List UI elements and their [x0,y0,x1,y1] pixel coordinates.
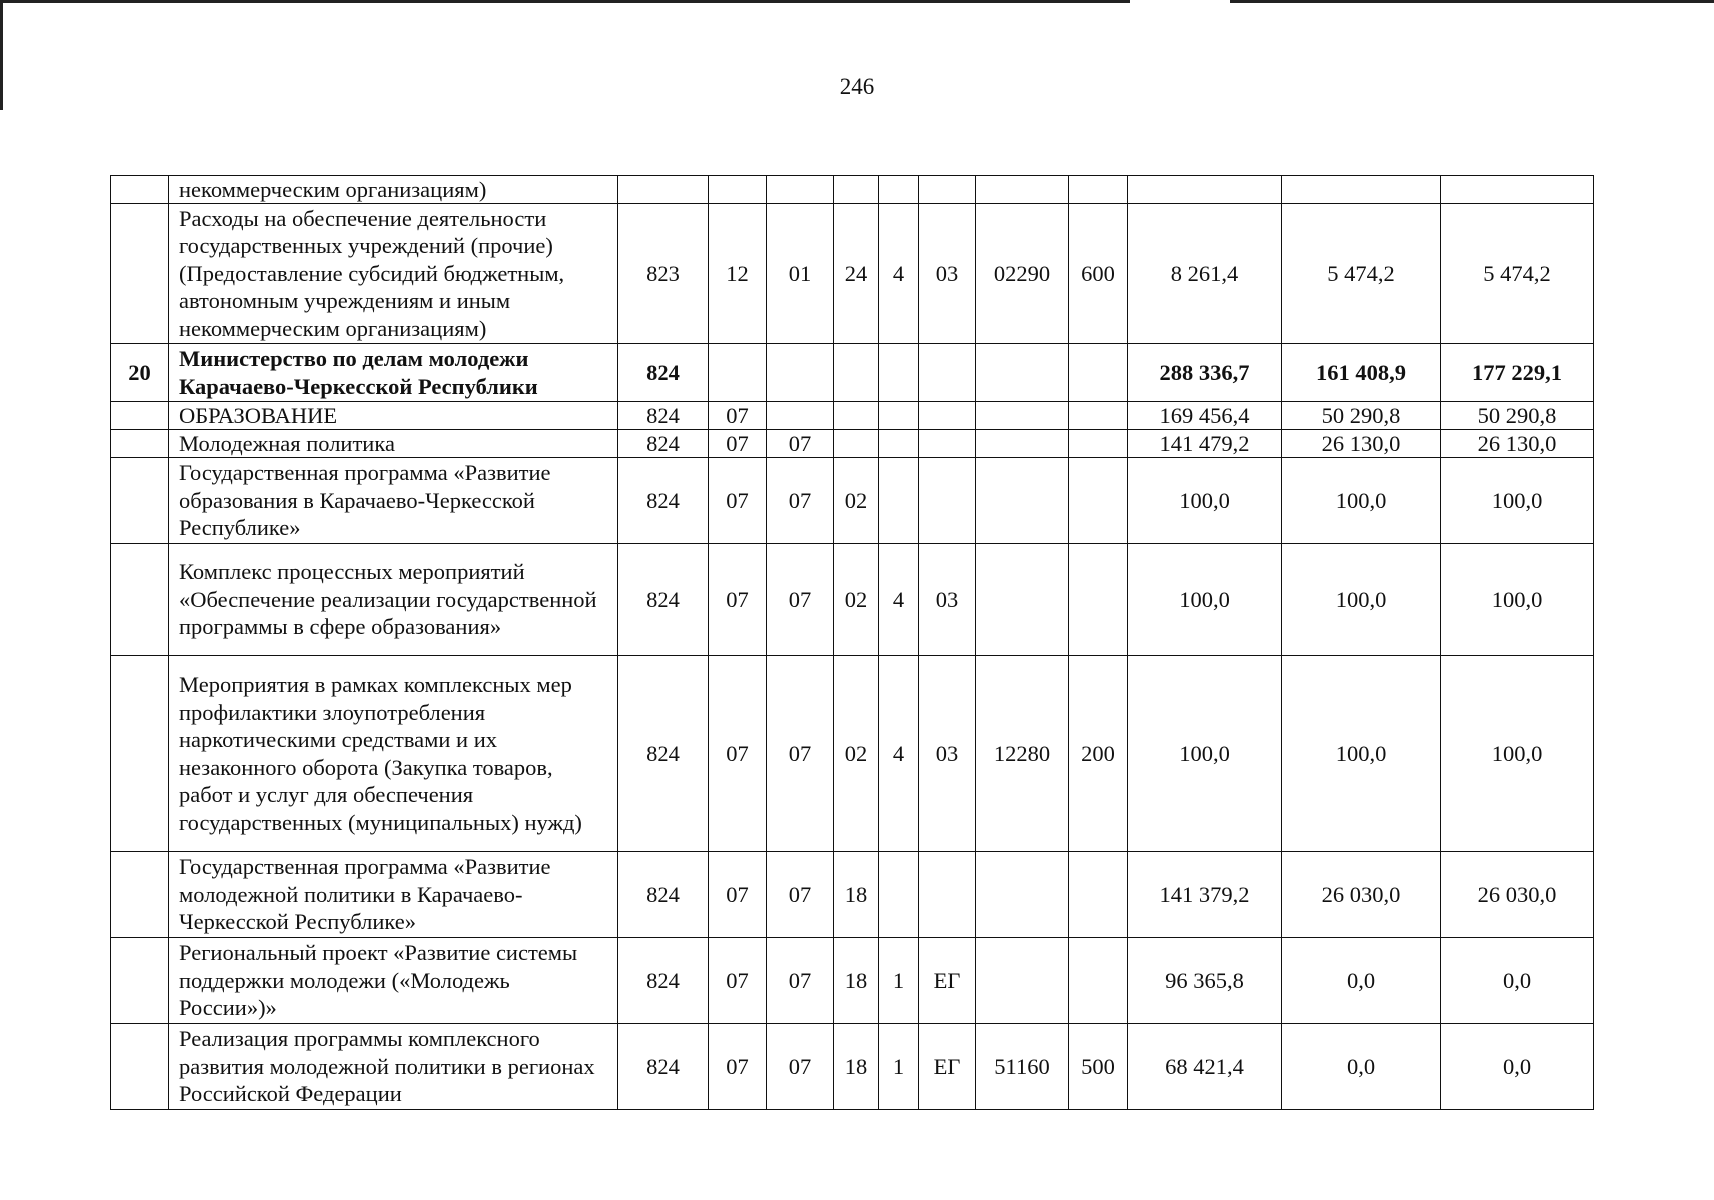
row-name: Молодежная политика [169,430,618,458]
code-program: 18 [834,852,879,938]
page-number: 246 [839,74,875,99]
code-program: 02 [834,656,879,852]
code-event: 03 [919,204,976,344]
code-program [834,430,879,458]
table-row [111,402,1594,430]
code-type: 4 [879,544,919,656]
code-subsection: 07 [767,430,834,458]
code-ministry: 824 [618,852,709,938]
amount-year-1: 8 261,4 [1128,204,1282,344]
code-section: 07 [709,458,767,544]
code-expense-type [1069,938,1128,1024]
code-direction [976,544,1069,656]
row-number [111,938,169,1024]
amount-year-2: 100,0 [1282,544,1441,656]
code-subsection: 07 [767,852,834,938]
amount-year-1: 141 379,2 [1128,852,1282,938]
code-program: 02 [834,458,879,544]
row-name: Мероприятия в рамках комплексных мер профилактики злоупотребления наркотическими средствами и их незаконного оборота (Закупка товаров, работ и услуг для обеспечения государственных (муниципальных) нужд) [169,656,618,852]
row-name: Министерство по делам молодежи Карачаево-Черкесской Республики [169,344,618,402]
table-row [111,344,1594,402]
code-expense-type [1069,176,1128,204]
row-name: ОБРАЗОВАНИЕ [169,402,618,430]
code-event: ЕГ [919,938,976,1024]
code-program: 24 [834,204,879,344]
code-ministry: 824 [618,938,709,1024]
code-subsection [767,176,834,204]
code-program [834,176,879,204]
row-number [111,430,169,458]
code-direction: 51160 [976,1024,1069,1110]
scan-edge-top-right [1230,0,1714,3]
code-direction [976,938,1069,1024]
code-ministry: 824 [618,458,709,544]
amount-year-3: 100,0 [1441,544,1594,656]
amount-year-2: 161 408,9 [1282,344,1441,402]
amount-year-2 [1282,176,1441,204]
table-row [111,204,1594,344]
amount-year-1: 100,0 [1128,656,1282,852]
amount-year-3: 50 290,8 [1441,402,1594,430]
amount-year-2: 0,0 [1282,938,1441,1024]
row-number: 20 [111,344,169,402]
row-number [111,656,169,852]
row-number [111,852,169,938]
row-name: Государственная программа «Развитие молодежной политики в Карачаево-Черкесской Республике» [169,852,618,938]
row-name: Расходы на обеспечение деятельности государственных учреждений (прочие) (Предоставление субсидий бюджетным, автономным учреждениям и иным некоммерческим организациям) [169,204,618,344]
row-number [111,458,169,544]
code-ministry: 824 [618,344,709,402]
code-direction [976,344,1069,402]
code-direction: 12280 [976,656,1069,852]
code-program [834,344,879,402]
code-type [879,458,919,544]
budget-table [110,175,1594,1110]
code-event: ЕГ [919,1024,976,1110]
code-event [919,458,976,544]
amount-year-1: 288 336,7 [1128,344,1282,402]
code-section: 07 [709,656,767,852]
table-row [111,176,1594,204]
scan-edge-top [0,0,1130,3]
code-expense-type: 500 [1069,1024,1128,1110]
amount-year-3: 0,0 [1441,1024,1594,1110]
code-ministry: 823 [618,204,709,344]
table-row [111,458,1594,544]
row-name: Государственная программа «Развитие образования в Карачаево-Черкесской Республике» [169,458,618,544]
code-section: 07 [709,402,767,430]
amount-year-3 [1441,176,1594,204]
row-name: Реализация программы комплексного развития молодежной политики в регионах Российской Федерации [169,1024,618,1110]
code-subsection: 07 [767,656,834,852]
code-event [919,430,976,458]
amount-year-3: 177 229,1 [1441,344,1594,402]
amount-year-3: 100,0 [1441,656,1594,852]
amount-year-1: 100,0 [1128,458,1282,544]
table-row [111,938,1594,1024]
code-direction [976,458,1069,544]
code-program: 02 [834,544,879,656]
amount-year-2: 100,0 [1282,458,1441,544]
table-row [111,1024,1594,1110]
amount-year-2: 26 030,0 [1282,852,1441,938]
amount-year-1: 141 479,2 [1128,430,1282,458]
amount-year-1: 68 421,4 [1128,1024,1282,1110]
table-row [111,430,1594,458]
code-event [919,176,976,204]
amount-year-3: 0,0 [1441,938,1594,1024]
code-subsection: 07 [767,1024,834,1110]
code-section [709,176,767,204]
amount-year-1: 100,0 [1128,544,1282,656]
code-type: 4 [879,656,919,852]
amount-year-3: 100,0 [1441,458,1594,544]
code-type [879,402,919,430]
code-section: 07 [709,430,767,458]
code-subsection [767,344,834,402]
code-section: 07 [709,1024,767,1110]
amount-year-1: 96 365,8 [1128,938,1282,1024]
row-name: некоммерческим организациям) [169,176,618,204]
amount-year-1 [1128,176,1282,204]
row-name: Региональный проект «Развитие системы поддержки молодежи («Молодежь России»)» [169,938,618,1024]
code-type: 1 [879,1024,919,1110]
amount-year-2: 0,0 [1282,1024,1441,1110]
code-type [879,852,919,938]
table-row [111,656,1594,852]
code-subsection [767,402,834,430]
row-number [111,204,169,344]
amount-year-2: 5 474,2 [1282,204,1441,344]
amount-year-3: 26 030,0 [1441,852,1594,938]
code-ministry: 824 [618,430,709,458]
code-section: 12 [709,204,767,344]
code-section [709,344,767,402]
code-direction [976,402,1069,430]
table-row [111,852,1594,938]
code-subsection: 07 [767,544,834,656]
code-expense-type: 600 [1069,204,1128,344]
code-ministry: 824 [618,656,709,852]
code-ministry: 824 [618,544,709,656]
code-type [879,430,919,458]
row-name: Комплекс процессных мероприятий «Обеспечение реализации государственной программы в сфере образования» [169,544,618,656]
code-event [919,344,976,402]
table-row [111,544,1594,656]
code-event [919,402,976,430]
row-number [111,1024,169,1110]
code-subsection: 07 [767,938,834,1024]
code-ministry [618,176,709,204]
code-section: 07 [709,938,767,1024]
code-direction [976,176,1069,204]
code-event: 03 [919,544,976,656]
code-expense-type [1069,852,1128,938]
code-expense-type [1069,458,1128,544]
amount-year-2: 26 130,0 [1282,430,1441,458]
amount-year-3: 5 474,2 [1441,204,1594,344]
amount-year-3: 26 130,0 [1441,430,1594,458]
row-number [111,402,169,430]
code-ministry: 824 [618,402,709,430]
code-direction [976,852,1069,938]
code-expense-type [1069,544,1128,656]
code-type: 4 [879,204,919,344]
amount-year-1: 169 456,4 [1128,402,1282,430]
code-subsection: 07 [767,458,834,544]
code-program: 18 [834,938,879,1024]
code-type [879,176,919,204]
amount-year-2: 100,0 [1282,656,1441,852]
code-expense-type: 200 [1069,656,1128,852]
code-direction [976,430,1069,458]
amount-year-2: 50 290,8 [1282,402,1441,430]
code-program: 18 [834,1024,879,1110]
code-direction: 02290 [976,204,1069,344]
code-expense-type [1069,430,1128,458]
code-program [834,402,879,430]
code-expense-type [1069,344,1128,402]
code-section: 07 [709,544,767,656]
code-expense-type [1069,402,1128,430]
code-type: 1 [879,938,919,1024]
code-ministry: 824 [618,1024,709,1110]
code-event [919,852,976,938]
row-number [111,176,169,204]
code-event: 03 [919,656,976,852]
code-section: 07 [709,852,767,938]
code-subsection: 01 [767,204,834,344]
code-type [879,344,919,402]
row-number [111,544,169,656]
